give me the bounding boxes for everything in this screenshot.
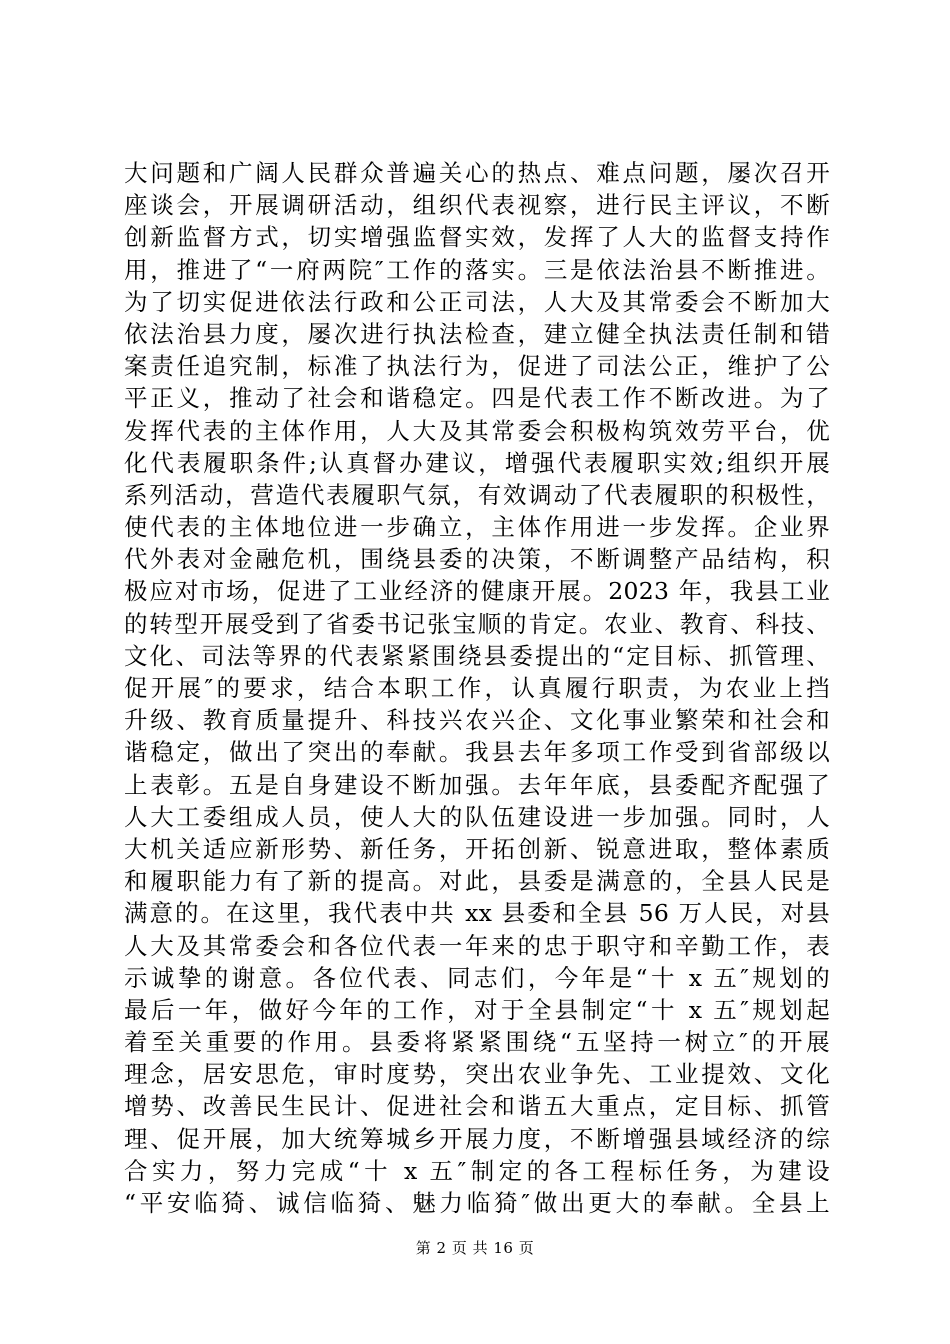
text-line: 理、促开展，加大统筹城乡开展力度，不断增强县域经济的综 [124, 1124, 830, 1153]
text-line: 发挥代表的主体作用，人大及其常委会积极构筑效劳平台，优 [124, 416, 830, 445]
text-line: 的转型开展受到了省委书记张宝顺的肯定。农业、教育、科技、 [124, 609, 830, 638]
text-line: 着至关重要的作用。县委将紧紧围绕“五坚持一树立″的开展 [124, 1028, 830, 1057]
text-line: 人大及其常委会和各位代表一年来的忠于职守和辛勤工作，表 [124, 931, 830, 960]
text-line: 和履职能力有了新的提高。对此，县委是满意的，全县人民是 [124, 867, 830, 896]
text-line: 上表彰。五是自身建设不断加强。去年年底，县委配齐配强了 [124, 770, 830, 799]
text-line: 示诚挚的谢意。各位代表、同志们，今年是“十 x 五″规划的 [124, 963, 830, 992]
text-line: 人大工委组成人员，使人大的队伍建设进一步加强。同时，人 [124, 802, 830, 831]
text-line: 系列活动，营造代表履职气氛，有效调动了代表履职的积极性， [124, 480, 830, 509]
text-line: 满意的。在这里，我代表中共 xx 县委和全县 56 万人民，对县 [124, 899, 830, 928]
text-line: 谐稳定，做出了突出的奉献。我县去年多项工作受到省部级以 [124, 738, 830, 767]
page-footer: 第 2 页 共 16 页 [415, 1239, 535, 1257]
text-line: 案责任追究制，标准了执法行为，促进了司法公正，维护了公 [124, 352, 830, 381]
body-text [124, 157, 830, 1219]
text-line: 促开展″的要求，结合本职工作，认真履行职责，为农业上挡 [124, 674, 830, 702]
text-line: 文化、司法等界的代表紧紧围绕县委提出的“定目标、抓管理、 [124, 641, 830, 670]
text-line: 为了切实促进依法行政和公正司法，人大及其常委会不断加大 [124, 287, 830, 316]
text-line: 座谈会，开展调研活动，组织代表视察，进行民主评议，不断 [124, 191, 830, 220]
text-line: 极应对市场，促进了工业经济的健康开展。2023 年，我县工业 [124, 577, 830, 606]
text-line: 增势、改善民生民计、促进社会和谐五大重点，定目标、抓管 [124, 1092, 830, 1121]
text-line: 大问题和广阔人民群众普遍关心的热点、难点问题，屡次召开 [124, 159, 830, 187]
text-line: 升级、教育质量提升、科技兴农兴企、文化事业繁荣和社会和 [124, 706, 830, 735]
text-line: 理念，居安思危，审时度势，突出农业争先、工业提效、文化 [124, 1060, 830, 1089]
text-line: “平安临猗、诚信临猗、魅力临猗″做出更大的奉献。全县上 [124, 1189, 830, 1217]
text-line: 平正义，推动了社会和谐稳定。四是代表工作不断改进。为了 [124, 384, 830, 413]
text-line: 使代表的主体地位进一步确立，主体作用进一步发挥。企业界 [124, 513, 830, 542]
text-line: 用，推进了“一府两院″工作的落实。三是依法治县不断推进。 [124, 255, 830, 284]
text-line: 依法治县力度，屡次进行执法检查，建立健全执法责任制和错 [124, 319, 830, 348]
text-line: 合实力，努力完成“十 x 五″制定的各工程标任务，为建设 [124, 1156, 830, 1185]
text-line: 最后一年，做好今年的工作，对于全县制定“十 x 五″规划起 [124, 995, 830, 1024]
text-line: 化代表履职条件;认真督办建议，增强代表履职实效;组织开展 [124, 448, 830, 477]
text-line: 代外表对金融危机，围绕县委的决策，不断调整产品结构，积 [124, 545, 830, 574]
text-line: 创新监督方式，切实增强监督实效，发挥了人大的监督支持作 [124, 223, 830, 252]
text-line: 大机关适应新形势、新任务，开拓创新、锐意进取，整体素质 [124, 834, 830, 863]
